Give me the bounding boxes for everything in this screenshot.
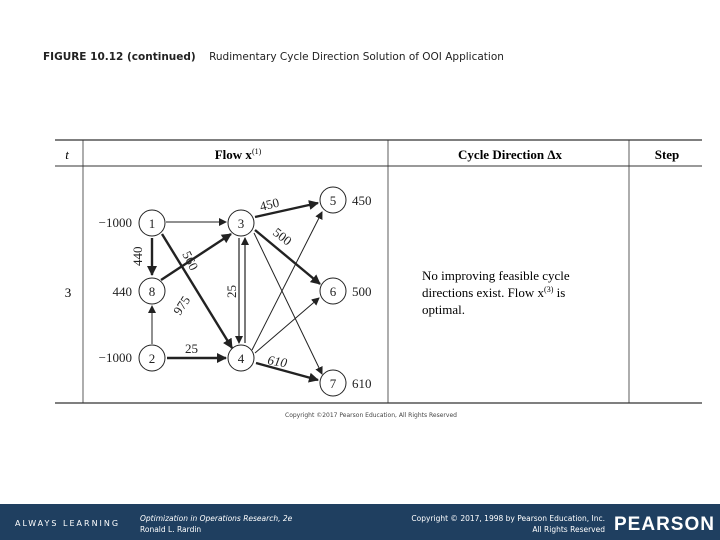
cycle-message-line1: No improving feasible cycle <box>422 268 570 283</box>
arc-label-2-4: 25 <box>185 341 198 356</box>
node-3-id: 3 <box>237 216 245 231</box>
arc-label-3-5: 450 <box>258 194 281 214</box>
arc-label-8-3: 560 <box>179 248 202 273</box>
arc-label-3-4: 25 <box>224 285 239 298</box>
header-t: t <box>65 147 69 162</box>
node-7-value: 610 <box>352 376 372 391</box>
book-title: Optimization in Operations Research, 2e <box>140 514 293 523</box>
node-2-id: 2 <box>148 351 156 366</box>
node-1 <box>99 210 165 236</box>
header-flow-text: Flow x <box>214 147 252 162</box>
node-8 <box>113 278 166 304</box>
arc-label-4-7: 610 <box>266 352 289 371</box>
figure-copyright: Copyright ©2017 Pearson Education, All Rights Reserved <box>285 412 457 419</box>
cycle-message-line2 <box>422 285 565 300</box>
arc-1-4 <box>162 234 232 348</box>
pearson-logo: PEARSON <box>614 514 715 535</box>
arc-3-7 <box>254 233 322 374</box>
node-1-value: −1000 <box>98 215 132 230</box>
node-8-id: 8 <box>148 284 156 299</box>
row-t-value: 3 <box>64 285 72 300</box>
node-2 <box>99 345 165 371</box>
header-step: Step <box>654 147 680 162</box>
cycle-message-line2-end: is <box>553 285 566 300</box>
cycle-message-line2-text: directions exist. Flow x <box>422 285 545 300</box>
arc-label-3-6: 500 <box>270 224 295 249</box>
arc-label-1-8: 440 <box>130 246 145 266</box>
always-learning-tagline: ALWAYS LEARNING <box>15 519 121 528</box>
node-7 <box>320 370 372 396</box>
node-5-id: 5 <box>329 193 337 208</box>
arc-4-7 <box>256 363 318 380</box>
footer-copyright-line2: All Rights Reserved <box>532 525 605 534</box>
node-3 <box>228 210 254 236</box>
figure-title: Rudimentary Cycle Direction Solution of OOI Application <box>209 51 504 63</box>
node-6 <box>320 278 372 304</box>
cycle-message-line3: optimal. <box>422 302 465 317</box>
node-4 <box>228 345 254 371</box>
book-author: Ronald L. Rardin <box>140 525 202 534</box>
footer-copyright-line1: Copyright © 2017, 1998 by Pearson Education, Inc. <box>411 514 605 523</box>
node-1-id: 1 <box>148 216 156 231</box>
book-info <box>140 513 292 535</box>
node-6-id: 6 <box>329 284 337 299</box>
figure-label: FIGURE 10.12 (continued) <box>43 51 196 63</box>
node-6-value: 500 <box>352 284 372 299</box>
arc-label-1-4: 975 <box>169 293 194 318</box>
node-8-value: 440 <box>112 284 132 299</box>
node-4-id: 4 <box>237 351 245 366</box>
node-5-value: 450 <box>352 193 372 208</box>
node-2-value: −1000 <box>98 350 132 365</box>
cycle-message-sup: (3) <box>544 285 554 294</box>
header-cycle: Cycle Direction Δx <box>458 147 562 162</box>
footer-copyright <box>411 513 605 535</box>
header-flow-sup: (1) <box>251 147 262 156</box>
footer-bar <box>0 504 720 540</box>
node-5 <box>320 187 372 213</box>
node-7-id: 7 <box>329 376 337 391</box>
header-flow <box>215 147 262 162</box>
